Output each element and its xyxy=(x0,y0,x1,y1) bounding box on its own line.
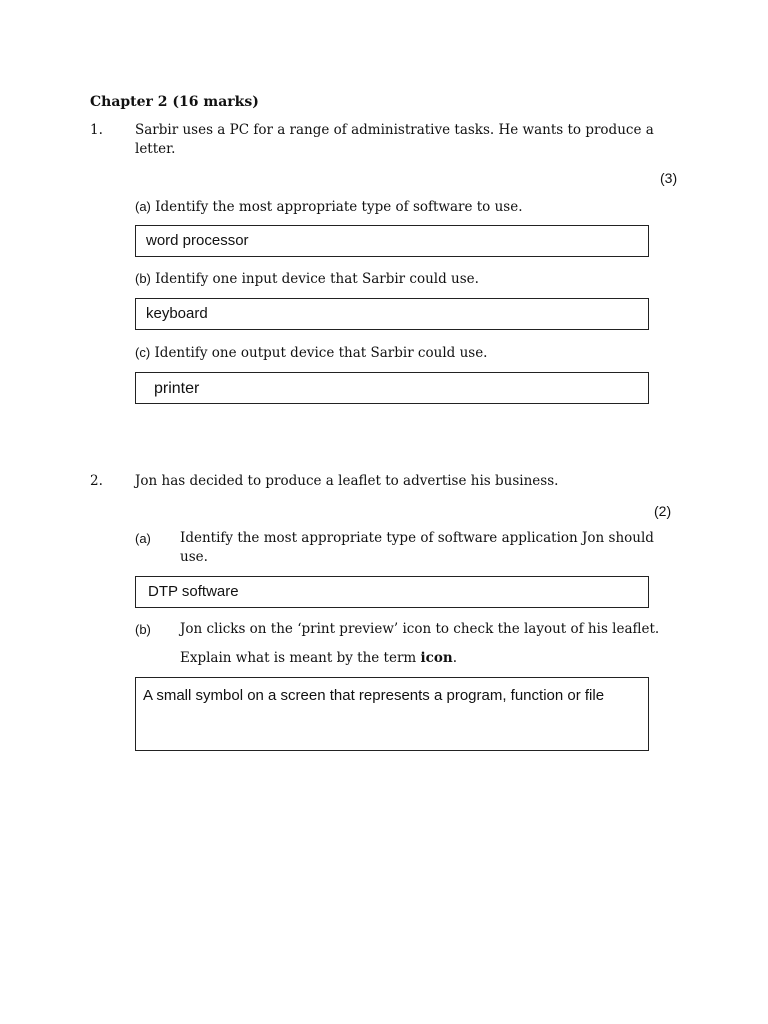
answer-box-1a[interactable] xyxy=(135,225,649,257)
question-1b-prompt xyxy=(135,269,479,289)
answer-box-1b[interactable] xyxy=(135,298,649,330)
question-2b-term: icon xyxy=(420,650,453,666)
question-2-marks: (2) xyxy=(654,503,672,519)
question-2b-label: (b) xyxy=(135,622,151,637)
question-2a-label: (a) xyxy=(135,531,151,546)
question-1a-label: (a) xyxy=(135,199,151,214)
answer-box-2a[interactable] xyxy=(135,576,649,608)
answer-text-1b: keyboard xyxy=(146,305,208,322)
question-2a-text-line2: use. xyxy=(180,549,208,565)
question-1-stem-line1: Sarbir uses a PC for a range of administrative tasks. He wants to produce a xyxy=(135,122,654,138)
answer-text-2a: DTP software xyxy=(148,583,239,600)
answer-text-2b: A small symbol on a screen that represents a program, function or file xyxy=(143,687,605,704)
question-2b-text-line2 xyxy=(180,649,457,668)
answer-box-1c[interactable] xyxy=(135,372,649,404)
question-1b-text: Identify one input device that Sarbir could use. xyxy=(150,271,479,287)
question-1b-label: (b) xyxy=(135,271,151,286)
answer-text-1a: word processor xyxy=(146,232,249,249)
question-2-stem: Jon has decided to produce a leaflet to advertise his business. xyxy=(135,473,559,489)
question-2-number: 2. xyxy=(90,473,103,489)
question-1-marks: (3) xyxy=(660,170,678,186)
chapter-title: Chapter 2 (16 marks) xyxy=(90,94,259,110)
question-2b-text-suffix: . xyxy=(452,650,457,666)
question-1c-label: (c) xyxy=(135,345,151,360)
question-1-stem-line2: letter. xyxy=(135,141,176,157)
question-2b-text-prefix: Explain what is meant by the term xyxy=(180,650,421,666)
question-1c-text: Identify one output device that Sarbir could use. xyxy=(150,345,488,361)
question-2a-text-line1: Identify the most appropriate type of software application Jon should xyxy=(180,530,654,546)
question-1c-prompt xyxy=(135,343,487,363)
answer-text-1c: printer xyxy=(154,380,200,397)
question-1-number: 1. xyxy=(90,122,103,138)
answer-box-2b[interactable] xyxy=(135,677,649,751)
question-1a-prompt xyxy=(135,197,523,217)
question-1a-text: Identify the most appropriate type of software to use. xyxy=(150,199,523,215)
question-2b-text-line1: Jon clicks on the ‘print preview’ icon to check the layout of his leaflet. xyxy=(180,621,660,637)
